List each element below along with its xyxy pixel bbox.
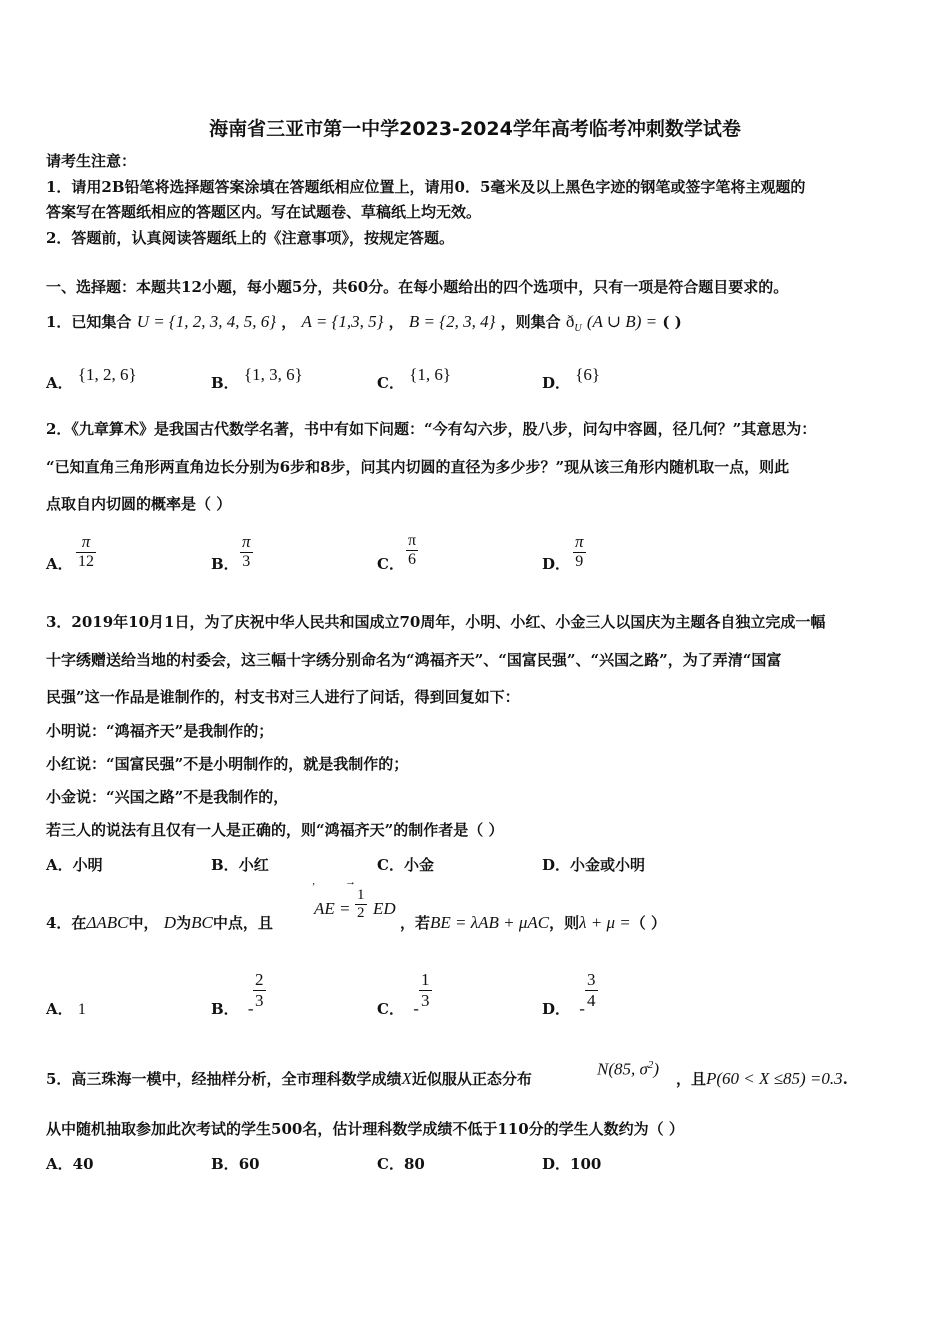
q3-option-d[interactable] bbox=[542, 854, 645, 875]
option-label: D． bbox=[542, 856, 571, 874]
q5-lead: 5．高三珠海一模中，经抽样分析，全市理科数学成绩 bbox=[46, 1070, 402, 1088]
option-label: A． bbox=[46, 374, 73, 392]
q4-lead: 4．在 bbox=[46, 914, 87, 932]
q4-triangle: ΔABC bbox=[86, 913, 129, 932]
q4-option-d[interactable] bbox=[542, 998, 585, 1019]
q5-text: 近似服从正态分布 bbox=[411, 1070, 532, 1088]
fraction-denominator: 2 bbox=[357, 905, 365, 921]
q1-option-b[interactable] bbox=[211, 365, 303, 393]
q1-expression: (A ∪ B) = bbox=[586, 312, 658, 331]
option-label: B． bbox=[211, 555, 239, 573]
notice-heading: 请考生注意： bbox=[46, 152, 137, 170]
q2-option-b[interactable] bbox=[211, 553, 239, 574]
option-sign: - bbox=[247, 999, 254, 1018]
q4-vector-mark-1: ’ bbox=[311, 881, 315, 893]
option-value: 80 bbox=[403, 1155, 425, 1173]
q4-option-c-fraction bbox=[419, 970, 432, 1011]
fraction-denominator: 12 bbox=[78, 553, 94, 570]
option-label: C． bbox=[377, 374, 404, 392]
q4-text: ，则 bbox=[549, 914, 580, 932]
option-label: D． bbox=[542, 555, 571, 573]
question-1: 1．已知集合 U = {1, 2, 3, 4, 5, 6} ， A = {1,3, 5} ， B = {2, 3, 4} ，则集合 $ð_U$ (A ∪ B) = ( ) bbox=[46, 312, 682, 334]
option-label: C． bbox=[377, 555, 404, 573]
q4-vector-ae: AE = bbox=[314, 899, 351, 918]
q5-normal-close: ) bbox=[653, 1059, 660, 1079]
q5-end: . bbox=[842, 1070, 848, 1088]
q2-option-a[interactable] bbox=[46, 553, 73, 574]
option-value: 小金或小明 bbox=[570, 856, 646, 874]
q4-half-fraction bbox=[355, 887, 367, 922]
option-label: A． bbox=[46, 555, 73, 573]
q3-line-6: 小金说：“兴国之路”不是我制作的， bbox=[46, 788, 289, 806]
q2-option-a-fraction bbox=[76, 532, 96, 571]
q5-option-a[interactable] bbox=[46, 1153, 94, 1174]
option-label: C． bbox=[377, 856, 404, 874]
fraction-numerator: 3 bbox=[587, 970, 596, 989]
option-value: {1, 6} bbox=[409, 365, 452, 384]
option-value: 小明 bbox=[72, 856, 103, 874]
q4-option-a[interactable] bbox=[46, 998, 86, 1019]
option-label: C． bbox=[377, 1000, 404, 1018]
q4-vector-mark-2: → bbox=[345, 876, 356, 888]
q2-line-3: 点取自内切圆的概率是（ ） bbox=[46, 495, 232, 513]
fraction-numerator: 1 bbox=[421, 970, 430, 989]
q1-set-b: B = {2, 3, 4} bbox=[408, 312, 496, 331]
fraction-numerator: 1 bbox=[357, 887, 365, 903]
option-value: 1 bbox=[77, 1001, 86, 1018]
q4-text: 中点，且 bbox=[212, 914, 273, 932]
q2-option-c[interactable] bbox=[377, 553, 404, 574]
q5-text: ，且 bbox=[676, 1070, 707, 1088]
q1-complement-symbol: ð bbox=[565, 312, 575, 331]
fraction-denominator: 6 bbox=[408, 551, 417, 568]
q1-set-a: A = {1,3, 5} bbox=[301, 312, 384, 331]
q4-condition bbox=[400, 913, 666, 933]
q4-text: 为 bbox=[176, 914, 192, 932]
q4-vector-ed: ED bbox=[373, 899, 396, 918]
notice-item-1b: 答案写在答题纸相应的答题区内。写在试题卷、草稿纸上均无效。 bbox=[46, 203, 482, 221]
option-label: B． bbox=[211, 1000, 239, 1018]
q4-answer-expr: λ + μ = bbox=[579, 913, 631, 932]
option-value: 小金 bbox=[403, 856, 434, 874]
q5-normal-dist bbox=[597, 1059, 659, 1080]
q4-option-c[interactable] bbox=[377, 998, 419, 1019]
q3-line-2: 十字绣赠送给当地的村委会，这三幅十字绣分别命名为“鸿福齐天”、“国富民强”、“兴国之路”，为了弄清“国富 bbox=[46, 651, 782, 669]
option-value: 60 bbox=[238, 1155, 260, 1173]
fraction-denominator: 3 bbox=[421, 991, 430, 1010]
option-label: B． bbox=[211, 374, 239, 392]
q3-line-1: 3．2019年10月1日，为了庆祝中华人民共和国成立70周年，小明、小红、小金三人以国庆为主题各自独立完成一幅 bbox=[46, 613, 826, 631]
q5-probability bbox=[676, 1069, 848, 1089]
option-label: D． bbox=[542, 1155, 571, 1173]
q1-option-c[interactable] bbox=[377, 365, 452, 393]
q4-option-d-fraction bbox=[585, 970, 598, 1011]
q4-paren: （ ） bbox=[630, 914, 666, 932]
q3-line-7: 若三人的说法有且仅有一人是正确的，则“鸿福齐天”的制作者是（ ） bbox=[46, 821, 504, 839]
option-value: {6} bbox=[575, 365, 601, 384]
option-value: 40 bbox=[72, 1155, 94, 1173]
q4-text: ，若 bbox=[400, 914, 431, 932]
q2-line-1: 2．《九章算术》是我国古代数学名著，书中有如下问题：“今有勾六步，股八步，问勾中容圆，径几何？”其意思为： bbox=[46, 420, 817, 438]
option-label: A． bbox=[46, 856, 73, 874]
q1-set-u: U = {1, 2, 3, 4, 5, 6} bbox=[136, 312, 277, 331]
option-value: {1, 3, 6} bbox=[243, 365, 303, 384]
q1-tail: ，则集合 bbox=[500, 313, 561, 331]
fraction-numerator: π bbox=[242, 532, 251, 551]
option-value: 100 bbox=[570, 1155, 602, 1173]
q1-paren: ( ) bbox=[662, 313, 682, 331]
notice-item-1a: 1．请用2B铅笔将选择题答案涂填在答题纸相应位置上，请用0．5毫米及以上黑色字迹的钢笔或签字笔将主观题的 bbox=[46, 178, 806, 196]
q4-option-b[interactable] bbox=[211, 998, 254, 1019]
option-label: C． bbox=[377, 1155, 404, 1173]
q3-line-5: 小红说：“国富民强”不是小明制作的，就是我制作的； bbox=[46, 755, 409, 773]
notice-item-2: 2．答题前，认真阅读答题纸上的《注意事项》，按规定答题。 bbox=[46, 229, 454, 247]
page-title: 海南省三亚市第一中学2023-2024学年高考临考冲刺数学试卷 bbox=[209, 118, 741, 140]
q1-option-d[interactable] bbox=[542, 365, 601, 393]
fraction-denominator: 3 bbox=[255, 991, 264, 1010]
option-sign: - bbox=[413, 999, 419, 1018]
q3-option-b[interactable] bbox=[211, 854, 269, 875]
fraction-denominator: 4 bbox=[587, 991, 596, 1010]
option-value: 小红 bbox=[238, 856, 269, 874]
q4-option-b-fraction bbox=[253, 970, 266, 1011]
q3-option-a[interactable] bbox=[46, 854, 103, 875]
q5-option-b[interactable] bbox=[211, 1153, 260, 1174]
q5-option-d[interactable] bbox=[542, 1153, 601, 1174]
option-label: A． bbox=[46, 1155, 73, 1173]
fraction-numerator: 2 bbox=[255, 970, 264, 989]
q5-prob-expr: P(60 < X ≤85) =0.3 bbox=[706, 1069, 843, 1088]
option-label: B． bbox=[211, 856, 239, 874]
q5-square: 2 bbox=[647, 1059, 654, 1071]
fraction-denominator: 3 bbox=[242, 553, 251, 570]
q1-option-a[interactable] bbox=[46, 365, 137, 393]
option-label: B． bbox=[211, 1155, 239, 1173]
fraction-denominator: 9 bbox=[575, 553, 584, 570]
fraction-numerator: π bbox=[575, 532, 584, 551]
option-label: D． bbox=[542, 374, 571, 392]
q5-variable-x: X bbox=[401, 1069, 412, 1088]
option-label: A． bbox=[46, 1000, 73, 1018]
q3-line-3: 民强”这一作品是谁制作的，村支书对三人进行了问话，得到回复如下： bbox=[46, 688, 520, 706]
q4-vector-be: BE = λAB + μAC bbox=[430, 913, 550, 932]
q2-option-d[interactable] bbox=[542, 553, 570, 574]
q2-option-d-fraction bbox=[573, 532, 586, 571]
question-5 bbox=[46, 1069, 532, 1089]
q2-line-2: “已知直角三角形两直角边长分别为6步和8步，问其内切圆的直径为多少步？”现从该三角形内随机取一点，则此 bbox=[46, 458, 790, 476]
q2-option-b-fraction bbox=[240, 532, 253, 571]
fraction-numerator: π bbox=[81, 532, 91, 551]
option-sign: - bbox=[579, 999, 585, 1018]
q4-text: 中， bbox=[128, 914, 159, 932]
q1-complement-sub: U bbox=[574, 323, 582, 334]
question-4 bbox=[46, 913, 273, 933]
q4-point-d: D bbox=[163, 913, 177, 932]
fraction-numerator: π bbox=[408, 532, 417, 549]
q2-option-c-fraction bbox=[406, 532, 418, 569]
q1-lead: 1．已知集合 bbox=[46, 313, 132, 331]
section-heading: 一、选择题：本题共12小题，每小题5分，共60分。在每小题给出的四个选项中，只有一项是符合题目要求的。 bbox=[46, 278, 789, 296]
q3-line-4: 小明说：“鸿福齐天”是我制作的； bbox=[46, 722, 274, 740]
option-value: {1, 2, 6} bbox=[77, 365, 137, 384]
q4-segment-bc: BC bbox=[191, 913, 213, 932]
option-label: D． bbox=[542, 1000, 571, 1018]
q5-line-2: 从中随机抽取参加此次考试的学生500名，估计理科数学成绩不低于110分的学生人数约为（ ） bbox=[46, 1120, 684, 1138]
q3-option-c[interactable] bbox=[377, 854, 434, 875]
q5-normal-expr: N(85, σ bbox=[597, 1059, 648, 1079]
q5-option-c[interactable] bbox=[377, 1153, 425, 1174]
